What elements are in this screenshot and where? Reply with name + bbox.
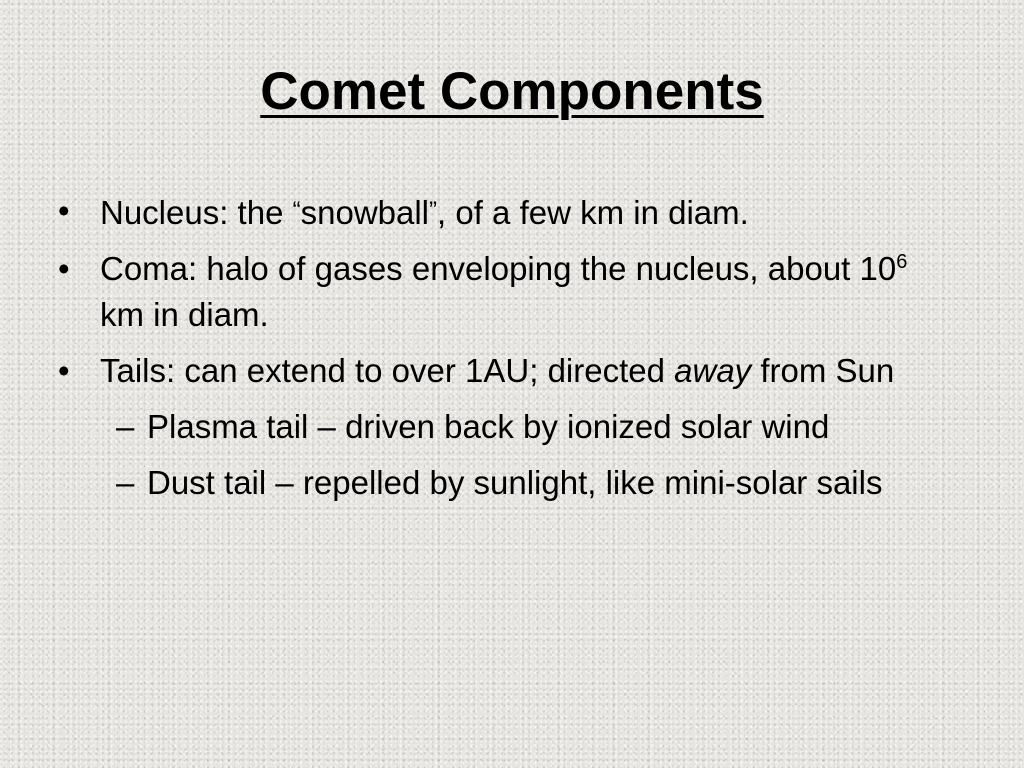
open-quote: “ <box>292 197 301 224</box>
bullet-list <box>58 188 958 516</box>
bullet-marker: • <box>58 250 70 287</box>
bullet-text-tail: km in diam. <box>100 296 269 333</box>
dash-marker: – <box>116 408 135 445</box>
close-quote: ” <box>429 197 438 224</box>
bullet-item-coma <box>58 246 958 338</box>
emphasis-text: away <box>674 352 752 389</box>
dash-marker: – <box>116 464 135 501</box>
bullet-marker: • <box>58 352 70 389</box>
sub-item-dust-tail <box>58 460 958 506</box>
bullet-marker: • <box>58 192 70 229</box>
bullet-text-lead: Tails: can extend to over 1AU; directed <box>100 352 675 389</box>
sub-item-plasma-tail <box>58 404 958 450</box>
bullet-text-tail: , of a few km in diam. <box>437 194 749 231</box>
quoted-term: snowball <box>300 194 430 231</box>
bullet-item-nucleus <box>58 188 958 236</box>
bullet-text-tail: from Sun <box>751 352 895 389</box>
bullet-item-tails <box>58 348 958 394</box>
sub-item-text: Plasma tail – driven back by ionized solar wind <box>147 408 830 445</box>
sub-item-text: Dust tail – repelled by sunlight, like mini-solar sails <box>147 464 883 501</box>
bullet-text-lead: Coma: halo of gases enveloping the nucleus, about 10 <box>100 250 897 287</box>
bullet-text-lead: Nucleus: the <box>100 194 293 231</box>
superscript-exponent: 6 <box>896 251 908 273</box>
slide-title: Comet Components <box>260 62 764 121</box>
